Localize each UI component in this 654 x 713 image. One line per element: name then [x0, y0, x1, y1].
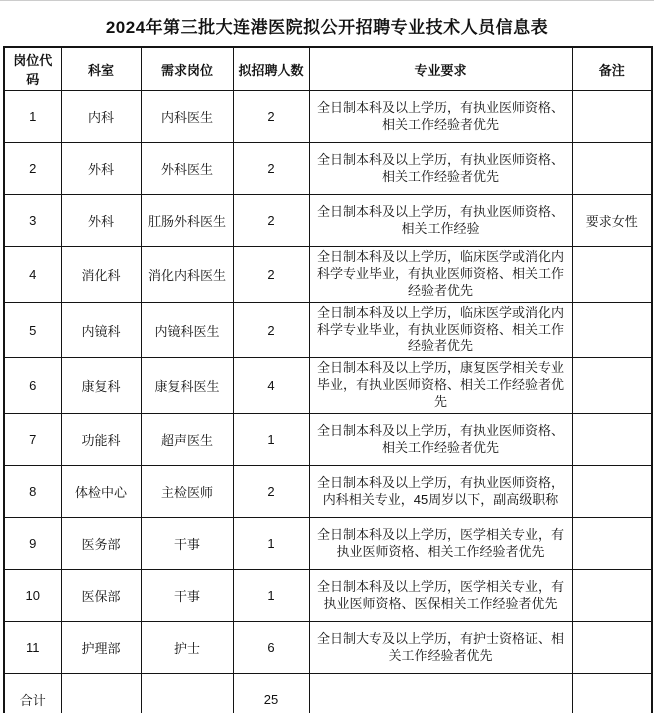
total-label: 合计 — [4, 674, 61, 713]
cell-note — [572, 570, 652, 622]
table-row — [4, 143, 652, 195]
cell-count: 2 — [233, 195, 309, 247]
cell-position: 护士 — [141, 622, 233, 674]
total-dept-empty — [61, 674, 141, 713]
cell-position: 外科医生 — [141, 143, 233, 195]
cell-count: 1 — [233, 570, 309, 622]
cell-code: 3 — [4, 195, 61, 247]
col-header-department: 科室 — [61, 47, 141, 91]
cell-department: 医务部 — [61, 518, 141, 570]
cell-note — [572, 414, 652, 466]
cell-count: 2 — [233, 91, 309, 143]
cell-code: 6 — [4, 358, 61, 414]
cell-requirements: 全日制本科及以上学历，临床医学或消化内科学专业毕业，有执业医师资格、相关工作经验者优先 — [309, 247, 572, 303]
table-row — [4, 358, 652, 414]
cell-note — [572, 91, 652, 143]
cell-department: 医保部 — [61, 570, 141, 622]
cell-note — [572, 518, 652, 570]
cell-position: 消化内科医生 — [141, 247, 233, 303]
cell-department: 外科 — [61, 143, 141, 195]
cell-requirements: 全日制本科及以上学历，医学相关专业，有执业医师资格、医保相关工作经验者优先 — [309, 570, 572, 622]
cell-count: 2 — [233, 247, 309, 303]
cell-code: 11 — [4, 622, 61, 674]
cell-code: 10 — [4, 570, 61, 622]
cell-requirements: 全日制本科及以上学历，有执业医师资格，内科相关专业，45周岁以下，副高级职称 — [309, 466, 572, 518]
col-header-note: 备注 — [572, 47, 652, 91]
cell-code: 2 — [4, 143, 61, 195]
cell-position: 干事 — [141, 570, 233, 622]
table-row — [4, 247, 652, 303]
total-row — [4, 674, 652, 713]
cell-position: 主检医师 — [141, 466, 233, 518]
cell-note — [572, 466, 652, 518]
table-row — [4, 466, 652, 518]
cell-requirements: 全日制本科及以上学历，医学相关专业，有执业医师资格、相关工作经验者优先 — [309, 518, 572, 570]
cell-position: 内镜科医生 — [141, 302, 233, 358]
cell-position: 肛肠外科医生 — [141, 195, 233, 247]
total-position-empty — [141, 674, 233, 713]
table-row — [4, 91, 652, 143]
col-header-requirements: 专业要求 — [309, 47, 572, 91]
cell-code: 5 — [4, 302, 61, 358]
cell-code: 9 — [4, 518, 61, 570]
cell-position: 内科医生 — [141, 91, 233, 143]
header-row — [4, 47, 652, 91]
cell-code: 4 — [4, 247, 61, 303]
cell-code: 7 — [4, 414, 61, 466]
total-requirements-empty — [309, 674, 572, 713]
cell-department: 内镜科 — [61, 302, 141, 358]
cell-note — [572, 358, 652, 414]
col-header-code: 岗位代码 — [4, 47, 61, 91]
col-header-count: 拟招聘人数 — [233, 47, 309, 91]
cell-department: 功能科 — [61, 414, 141, 466]
cell-count: 6 — [233, 622, 309, 674]
cell-code: 1 — [4, 91, 61, 143]
cell-requirements: 全日制本科及以上学历，有执业医师资格、相关工作经验者优先 — [309, 91, 572, 143]
cell-position: 康复科医生 — [141, 358, 233, 414]
recruitment-table — [3, 46, 653, 713]
table-row — [4, 414, 652, 466]
cell-position: 超声医生 — [141, 414, 233, 466]
cell-note — [572, 247, 652, 303]
cell-requirements: 全日制本科及以上学历，临床医学或消化内科学专业毕业，有执业医师资格、相关工作经验者优先 — [309, 302, 572, 358]
page-title: 2024年第三批大连港医院拟公开招聘专业技术人员信息表 — [105, 17, 549, 37]
cell-requirements: 全日制大专及以上学历，有护士资格证、相关工作经验者优先 — [309, 622, 572, 674]
total-count: 25 — [233, 674, 309, 713]
cell-note — [572, 622, 652, 674]
cell-department: 外科 — [61, 195, 141, 247]
table-row — [4, 570, 652, 622]
cell-department: 护理部 — [61, 622, 141, 674]
cell-department: 内科 — [61, 91, 141, 143]
cell-requirements: 全日制本科及以上学历，有执业医师资格、相关工作经验者优先 — [309, 414, 572, 466]
cell-department: 消化科 — [61, 247, 141, 303]
table-row — [4, 622, 652, 674]
cell-code: 8 — [4, 466, 61, 518]
cell-count: 2 — [233, 143, 309, 195]
cell-count: 2 — [233, 466, 309, 518]
cell-department: 体检中心 — [61, 466, 141, 518]
cell-requirements: 全日制本科及以上学历，有执业医师资格、相关工作经验 — [309, 195, 572, 247]
cell-count: 2 — [233, 302, 309, 358]
cell-count: 1 — [233, 414, 309, 466]
cell-requirements: 全日制本科及以上学历，康复医学相关专业毕业，有执业医师资格、相关工作经验者优先 — [309, 358, 572, 414]
table-row — [4, 518, 652, 570]
cell-note — [572, 143, 652, 195]
cell-department: 康复科 — [61, 358, 141, 414]
cell-note: 要求女性 — [572, 195, 652, 247]
cell-count: 1 — [233, 518, 309, 570]
col-header-position: 需求岗位 — [141, 47, 233, 91]
cell-position: 干事 — [141, 518, 233, 570]
table-row — [4, 302, 652, 358]
cell-count: 4 — [233, 358, 309, 414]
cell-requirements: 全日制本科及以上学历，有执业医师资格、相关工作经验者优先 — [309, 143, 572, 195]
table-row — [4, 195, 652, 247]
total-note-empty — [572, 674, 652, 713]
cell-note — [572, 302, 652, 358]
